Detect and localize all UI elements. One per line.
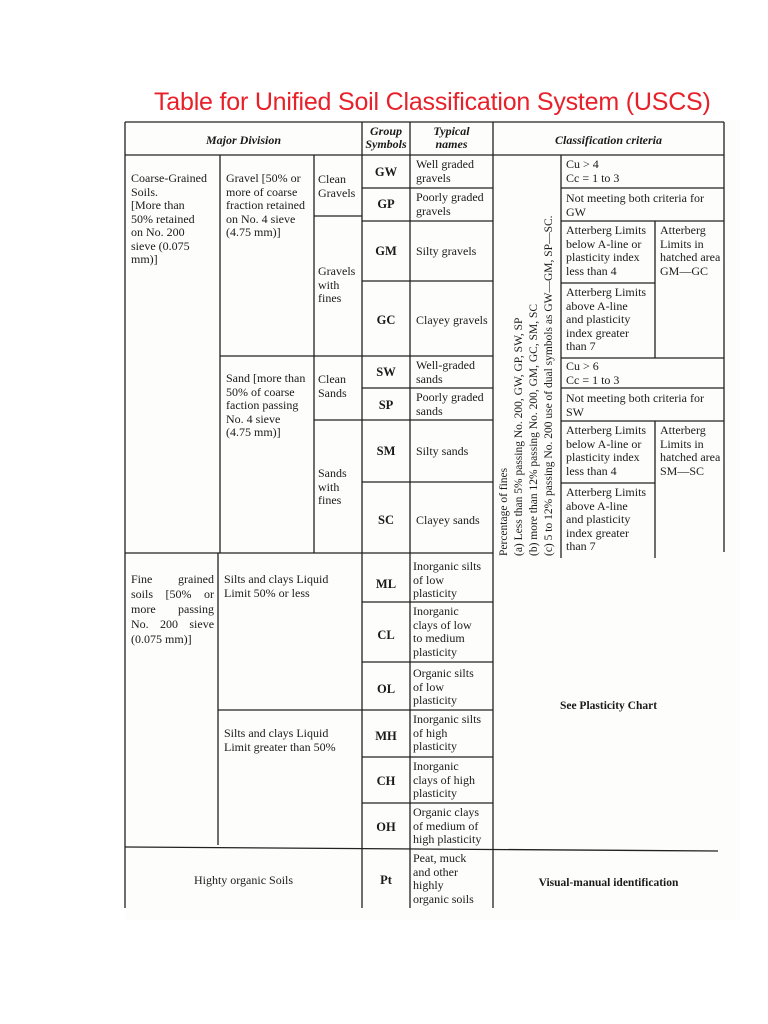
criteria-line: below A-line or xyxy=(566,236,642,251)
name-line: plasticity xyxy=(413,693,457,707)
name-line: plasticity xyxy=(413,739,457,753)
sand-label xyxy=(226,372,305,440)
criteria-line: SM—SC xyxy=(660,463,705,478)
criteria-gm xyxy=(566,224,646,278)
name-line: plasticity xyxy=(413,586,457,600)
criteria-sm-sc xyxy=(660,424,720,478)
sand-label-line: 50% of coarse xyxy=(226,384,295,399)
criteria-gc xyxy=(566,286,646,354)
clean-gravels-label xyxy=(318,173,355,200)
name-line: Well graded xyxy=(416,157,475,171)
name-ml xyxy=(413,560,481,601)
symbol-cl: CL xyxy=(377,628,395,642)
symbol-sp: SP xyxy=(378,398,394,412)
fine-label-word: more xyxy=(131,602,156,616)
criteria-sm xyxy=(566,424,646,478)
name-mh xyxy=(413,713,481,754)
visual-manual-criteria: Visual-manual identification xyxy=(538,877,679,889)
fines-note-line-4: (c) 5 to 12% passing No. 200 use of dual symbols as GW—GM, SP—SC. xyxy=(543,215,555,556)
criteria-line: Cc = 1 to 3 xyxy=(566,170,620,185)
plasticity-chart-note: See Plasticity Chart xyxy=(559,700,658,712)
criteria-line: Cc = 1 to 3 xyxy=(566,372,620,387)
fine-grained-label xyxy=(131,572,214,647)
header-typical-names-line1: Typical xyxy=(433,124,470,138)
criteria-line: hatched area xyxy=(660,450,721,464)
gravel-label-line: Gravel [50% or xyxy=(226,171,301,185)
name-line: clays of high xyxy=(413,772,475,787)
fine-label-word: or xyxy=(204,587,215,601)
symbol-ol: OL xyxy=(376,682,396,696)
criteria-line: Atterberg Limits xyxy=(566,423,647,437)
clean-gravels-line: Gravels xyxy=(318,185,356,200)
sand-label-line: No. 4 sieve xyxy=(226,411,281,426)
header-major-division: Major Division xyxy=(205,133,281,147)
name-sw xyxy=(416,359,475,386)
sands-with-fines-label xyxy=(318,467,347,508)
coarse-label-line: Soils. xyxy=(131,184,159,199)
fines-note-line-1: Percentage of fines xyxy=(498,467,510,556)
name-sc: Clayey sands xyxy=(416,513,480,527)
criteria-line: Atterberg Limits xyxy=(566,223,647,237)
name-line: highly xyxy=(413,878,444,892)
fine-label-word: 200 xyxy=(160,617,179,631)
sand-label-line: (4.75 mm)] xyxy=(226,425,281,439)
sand-label-line: Sand [more than xyxy=(226,371,306,385)
high-ll-line: Silts and clays Liquid xyxy=(224,726,329,740)
gravels-fines-line: Gravels xyxy=(318,264,356,278)
fine-label-word: (0.075 mm)] xyxy=(131,632,192,646)
name-line: Peat, muck xyxy=(413,851,467,865)
name-line: of low xyxy=(413,679,444,694)
criteria-line: Not meeting both criteria for xyxy=(566,391,704,405)
clean-sands-label xyxy=(318,373,347,400)
symbol-pt: Pt xyxy=(380,873,392,887)
header-typical-names-line2: names xyxy=(435,137,468,151)
name-line: plasticity xyxy=(413,786,457,800)
name-line: plasticity xyxy=(413,644,457,659)
header-typical-names xyxy=(410,125,493,151)
coarse-label-line: 50% retained xyxy=(131,211,195,226)
header-group-symbols xyxy=(362,125,410,151)
fine-label-word: sieve xyxy=(189,617,215,631)
criteria-line: plasticity index xyxy=(566,250,640,264)
name-line: organic soils xyxy=(413,891,474,906)
coarse-label-line: mm)] xyxy=(131,252,158,266)
symbol-gm: GM xyxy=(375,244,397,258)
name-pt xyxy=(413,852,474,906)
gravel-label xyxy=(226,172,305,240)
name-gc: Clayey gravels xyxy=(416,313,488,327)
criteria-line: plasticity index xyxy=(566,450,640,464)
name-line: sands xyxy=(416,403,443,418)
gravel-label-line: on No. 4 sieve xyxy=(226,211,296,226)
criteria-sp xyxy=(566,392,704,419)
clean-sands-line: Clean xyxy=(318,372,346,386)
name-ch xyxy=(413,760,475,801)
name-oh xyxy=(413,806,481,847)
name-line: gravels xyxy=(416,170,451,185)
criteria-line: Cu > 6 xyxy=(566,359,599,373)
criteria-line: index greater xyxy=(566,525,629,540)
criteria-gw xyxy=(566,158,619,185)
name-line: sands xyxy=(416,371,443,386)
low-ll-line: Limit 50% or less xyxy=(224,585,310,600)
gravels-fines-line: with xyxy=(318,277,340,292)
name-line: Inorganic xyxy=(413,759,459,773)
criteria-line: Atterberg xyxy=(660,223,706,237)
symbol-sc: SC xyxy=(378,513,394,527)
criteria-line: GM—GC xyxy=(660,263,709,278)
sands-fines-line: Sands xyxy=(318,466,347,480)
symbol-oh: OH xyxy=(376,820,396,834)
silts-clays-low-ll xyxy=(224,573,328,600)
name-gp xyxy=(416,191,484,218)
silts-clays-high-ll xyxy=(224,727,336,754)
symbol-ch: CH xyxy=(376,774,396,788)
name-line: gravels xyxy=(416,203,451,218)
name-line: Poorly graded xyxy=(416,190,484,204)
sands-fines-line: with xyxy=(318,479,340,494)
criteria-sw xyxy=(566,360,619,387)
page-title: Table for Unified Soil Classification System (USCS) xyxy=(154,88,711,116)
criteria-line: less than 4 xyxy=(566,463,617,478)
criteria-sc xyxy=(566,486,646,554)
symbol-mh: MH xyxy=(375,729,397,743)
criteria-gp xyxy=(566,192,704,219)
name-line: of low xyxy=(413,572,444,587)
fine-label-word: soils xyxy=(131,587,154,601)
clean-sands-line: Sands xyxy=(318,385,347,400)
name-gm: Silty gravels xyxy=(416,244,477,258)
criteria-line: Atterberg Limits xyxy=(566,485,647,499)
clean-gravels-line: Clean xyxy=(318,172,346,186)
gravel-label-line: (4.75 mm)] xyxy=(226,225,281,239)
name-ol xyxy=(413,667,474,708)
symbol-ml: ML xyxy=(375,577,397,591)
coarse-label-line: Coarse-Grained xyxy=(131,171,207,185)
fines-note-line-2: (a) Less than 5% passing No. 200, GW, GP, SW, SP xyxy=(513,317,525,556)
criteria-line: below A-line or xyxy=(566,436,642,451)
criteria-line: Atterberg Limits xyxy=(566,285,647,299)
criteria-line: than 7 xyxy=(566,539,596,553)
symbol-gw: GW xyxy=(374,165,398,179)
symbol-gc: GC xyxy=(376,313,396,327)
symbol-gp: GP xyxy=(377,197,395,211)
header-classification-criteria: Classification criteria xyxy=(554,133,662,147)
name-line: of high xyxy=(413,725,448,740)
name-line: and other xyxy=(413,864,458,879)
coarse-grained-label xyxy=(131,172,207,267)
symbol-sw: SW xyxy=(376,365,396,379)
name-cl xyxy=(413,605,472,659)
highly-organic-label: Highty organic Soils xyxy=(193,873,294,887)
high-ll-line: Limit greater than 50% xyxy=(224,739,336,754)
sand-label-line: faction passing xyxy=(226,398,299,412)
criteria-line: Limits in xyxy=(660,236,704,251)
criteria-line: Limits in xyxy=(660,436,704,451)
criteria-gm-gc xyxy=(660,224,720,278)
gravel-label-line: fraction retained xyxy=(226,198,305,212)
criteria-line: less than 4 xyxy=(566,263,617,278)
gravels-with-fines-label xyxy=(318,265,355,306)
name-line: Inorganic xyxy=(413,604,459,618)
name-sm: Silty sands xyxy=(416,444,469,458)
name-line: of medium of xyxy=(413,818,479,833)
low-ll-line: Silts and clays Liquid xyxy=(224,572,329,586)
sands-fines-line: fines xyxy=(318,493,342,507)
name-line: to medium xyxy=(413,631,465,645)
criteria-line: hatched area xyxy=(660,250,721,264)
name-gw xyxy=(416,158,474,185)
fine-label-word: Fine xyxy=(131,572,153,586)
name-line: clays of low xyxy=(413,617,472,632)
criteria-line: Not meeting both criteria for xyxy=(566,191,704,205)
symbol-sm: SM xyxy=(376,444,396,458)
name-line: Well-graded xyxy=(416,358,476,372)
name-line: Organic silts xyxy=(413,666,474,680)
header-group-symbols-line2: Symbols xyxy=(365,137,407,151)
fine-label-word: No. xyxy=(131,617,149,631)
name-line: Poorly graded xyxy=(416,390,484,404)
name-line: Inorganic silts xyxy=(413,712,482,726)
coarse-label-line: sieve (0.075 xyxy=(131,238,190,253)
coarse-label-line: on No. 200 xyxy=(131,225,185,239)
gravels-fines-line: fines xyxy=(318,291,342,305)
fine-label-word: passing xyxy=(178,602,214,616)
criteria-line: above A-line xyxy=(566,498,628,513)
criteria-line: and plasticity xyxy=(566,312,631,326)
name-line: Organic clays xyxy=(413,805,480,819)
criteria-line: and plasticity xyxy=(566,512,631,526)
criteria-line: GW xyxy=(566,204,586,219)
criteria-line: Atterberg xyxy=(660,423,706,437)
fine-label-word: grained xyxy=(178,572,214,586)
criteria-line: Cu > 4 xyxy=(566,157,599,171)
fine-label-word: [50% xyxy=(165,587,192,601)
criteria-line: above A-line xyxy=(566,298,628,313)
criteria-line: than 7 xyxy=(566,339,596,353)
name-sp xyxy=(416,391,484,418)
criteria-line: SW xyxy=(566,404,584,419)
coarse-label-line: [More than xyxy=(131,198,185,212)
criteria-line: index greater xyxy=(566,325,629,340)
fines-note-line-3: (b) more than 12% passing No. 200, GM, GC, SM, SC xyxy=(528,303,540,556)
header-group-symbols-line1: Group xyxy=(369,124,402,138)
name-line: Inorganic silts xyxy=(413,559,482,573)
name-line: high plasticity xyxy=(413,832,482,846)
gravel-label-line: more of coarse xyxy=(226,184,298,199)
